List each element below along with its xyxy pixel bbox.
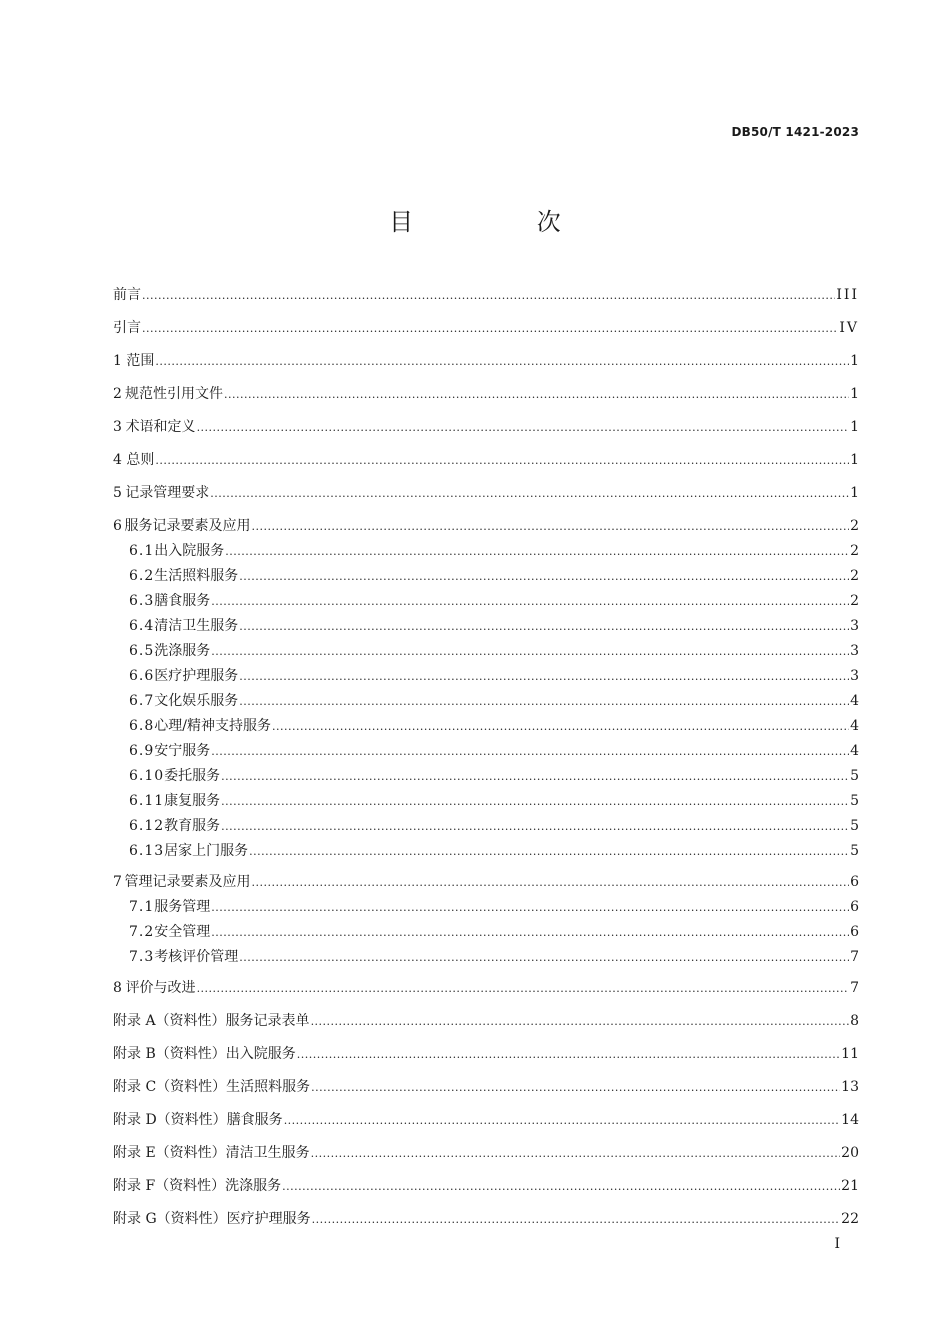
toc-entry[interactable] (113, 791, 859, 812)
toc-entry[interactable] (113, 1176, 859, 1197)
toc-entry[interactable] (113, 516, 859, 537)
toc-dot-leader (252, 872, 850, 893)
toc-dot-leader (221, 791, 849, 812)
toc-entry[interactable] (113, 318, 859, 339)
toc-entry[interactable] (113, 1044, 859, 1065)
toc-entry-number: 6.3 (129, 593, 155, 609)
toc-entry-number: 6.6 (129, 668, 155, 684)
toc-entry-label: 清洁卫生服务 (154, 618, 239, 634)
toc-dot-leader (211, 741, 849, 762)
toc-dot-leader (284, 1110, 840, 1131)
toc-entry-label: 生活照料服务 (154, 568, 239, 584)
toc-entry[interactable] (113, 591, 859, 612)
toc-entry-number: 6.9 (129, 743, 155, 759)
toc-entry-page: 5 (850, 768, 859, 784)
toc-entry-page: 1 (850, 419, 859, 435)
toc-entry-label: 总则 (126, 452, 155, 468)
toc-entry[interactable] (113, 922, 859, 943)
toc-dot-leader (297, 1044, 840, 1065)
toc-entry-page: 8 (850, 1013, 859, 1029)
toc-entry-label: 管理记录要素及应用 (124, 874, 251, 890)
toc-entry-number: 附录 C（资料性） (113, 1079, 227, 1095)
toc-entry-page: 14 (841, 1112, 859, 1128)
toc-entry-label: 前言 (113, 287, 141, 303)
toc-entry[interactable] (113, 741, 859, 762)
toc-dot-leader (312, 1209, 841, 1230)
toc-entry-label: 评价与改进 (125, 980, 196, 996)
toc-entry[interactable] (113, 285, 859, 306)
toc-entry-number: 7.3 (129, 949, 155, 965)
toc-entry[interactable] (113, 483, 859, 504)
toc-dot-leader (155, 351, 849, 372)
toc-entry-page: 4 (850, 743, 859, 759)
toc-entry-number: 附录 B（资料性） (113, 1046, 226, 1062)
toc-entry-page: 7 (850, 980, 859, 996)
toc-entry-page: 4 (850, 718, 859, 734)
toc-entry[interactable] (113, 666, 859, 687)
toc-entry-label: 安全管理 (154, 924, 211, 940)
toc-entry-page: 6 (850, 924, 859, 940)
toc-entry-label: 服务记录表单 (225, 1013, 310, 1029)
toc-entry[interactable] (113, 566, 859, 587)
toc-dot-leader (211, 641, 849, 662)
toc-dot-leader (239, 566, 849, 587)
toc-entry[interactable] (113, 1110, 859, 1131)
toc-entry-label: 生活照料服务 (226, 1079, 311, 1095)
toc-entry-label: 引言 (113, 320, 141, 336)
toc-entry-page: 2 (850, 593, 859, 609)
toc-entry-number: 6.11 (129, 793, 165, 809)
toc-entry-page: 3 (850, 668, 859, 684)
toc-entry[interactable] (113, 978, 859, 999)
toc-entry-page: 22 (841, 1211, 859, 1227)
toc-entry-label: 考核评价管理 (154, 949, 239, 965)
toc-entry-number: 5 (113, 485, 122, 501)
toc-entry-label: 术语和定义 (125, 419, 196, 435)
toc-entry[interactable] (113, 1209, 859, 1230)
toc-entry[interactable] (113, 351, 859, 372)
toc-entry-page: 1 (850, 386, 859, 402)
toc-dot-leader (210, 483, 849, 504)
toc-entry[interactable] (113, 450, 859, 471)
toc-entry-label: 教育服务 (164, 818, 221, 834)
toc-entry-number: 6.5 (129, 643, 155, 659)
toc-entry-page: 2 (850, 568, 859, 584)
toc-dot-leader (239, 616, 849, 637)
toc-entry-number: 4 (113, 452, 122, 468)
toc-entry-number: 1 (113, 353, 122, 369)
toc-dot-leader (142, 285, 835, 306)
toc-entry[interactable] (113, 1077, 859, 1098)
toc-entry-label: 康复服务 (164, 793, 221, 809)
toc-entry-page: 2 (850, 518, 859, 534)
toc-entry-page: 5 (850, 793, 859, 809)
toc-entry-number: 3 (113, 419, 122, 435)
toc-entry[interactable] (113, 417, 859, 438)
toc-dot-leader (211, 897, 849, 918)
toc-entry-label: 服务记录要素及应用 (124, 518, 251, 534)
toc-entry-page: 1 (850, 485, 859, 501)
toc-entry-page: 21 (841, 1178, 859, 1194)
toc-entry-page: IV (839, 320, 859, 336)
toc-entry[interactable] (113, 897, 859, 918)
toc-entry-label: 记录管理要求 (125, 485, 210, 501)
toc-dot-leader (224, 384, 849, 405)
toc-entry-label: 洗涤服务 (154, 643, 211, 659)
toc-entry[interactable] (113, 384, 859, 405)
toc-dot-leader (197, 978, 850, 999)
toc-entry-label: 医疗护理服务 (154, 668, 239, 684)
toc-entry-number: 6.4 (129, 618, 155, 634)
document-code: DB50/T 1421-2023 (731, 125, 859, 139)
toc-dot-leader (221, 766, 849, 787)
toc-entry-number: 6.7 (129, 693, 155, 709)
toc-dot-leader (311, 1143, 841, 1164)
toc-entry-label: 膳食服务 (226, 1112, 283, 1128)
toc-dot-leader (272, 716, 849, 737)
toc-entry-page: 5 (850, 843, 859, 859)
toc-entry-page: 1 (850, 452, 859, 468)
page-number: I (834, 1236, 840, 1252)
toc-entry-page: 11 (841, 1046, 859, 1062)
toc-entry-label: 范围 (126, 353, 155, 369)
toc-entry-page: 5 (850, 818, 859, 834)
toc-dot-leader (249, 841, 849, 862)
toc-entry-number: 6.8 (129, 718, 155, 734)
toc-dot-leader (221, 816, 849, 837)
toc-entry-number: 6.2 (129, 568, 155, 584)
toc-entry[interactable] (113, 691, 859, 712)
toc-dot-leader (211, 922, 849, 943)
toc-entry-label: 委托服务 (164, 768, 221, 784)
toc-dot-leader (142, 318, 838, 339)
page-title: 目 次 (389, 208, 619, 236)
toc-entry-label: 医疗护理服务 (226, 1211, 311, 1227)
toc-entry-label: 规范性引用文件 (125, 386, 224, 402)
toc-entry-label: 出入院服务 (225, 1046, 296, 1062)
toc-entry[interactable] (113, 616, 859, 637)
toc-entry-page: 20 (841, 1145, 859, 1161)
toc-entry-page: III (836, 287, 859, 303)
toc-entry-page: 13 (841, 1079, 859, 1095)
toc-entry-label: 洗涤服务 (225, 1178, 282, 1194)
toc-entry-number: 附录 A（资料性） (113, 1013, 226, 1029)
toc-entry-number: 附录 G（资料性） (113, 1211, 227, 1227)
toc-entry-number: 6 (113, 518, 122, 534)
toc-dot-leader (225, 541, 849, 562)
toc-entry-label: 心理/精神支持服务 (154, 718, 271, 734)
toc-entry-label: 文化娱乐服务 (154, 693, 239, 709)
toc-dot-leader (311, 1077, 840, 1098)
toc-dot-leader (311, 1011, 850, 1032)
toc-entry-number: 7.1 (129, 899, 155, 915)
toc-entry-label: 服务管理 (154, 899, 211, 915)
toc-entry-number: 2 (113, 386, 122, 402)
toc-entry[interactable] (113, 1011, 859, 1032)
toc-entry-page: 7 (850, 949, 859, 965)
toc-entry-number: 附录 D（资料性） (113, 1112, 227, 1128)
toc-entry-number: 附录 F（资料性） (113, 1178, 226, 1194)
toc-dot-leader (252, 516, 850, 537)
toc-entry-number: 7.2 (129, 924, 155, 940)
toc-entry-number: 6.10 (129, 768, 165, 784)
toc-entry-number: 6.1 (129, 543, 155, 559)
toc-entry[interactable] (113, 641, 859, 662)
toc-entry-number: 附录 E（资料性） (113, 1145, 226, 1161)
toc-entry-page: 1 (850, 353, 859, 369)
toc-entry[interactable] (113, 716, 859, 737)
toc-entry-number: 7 (113, 874, 122, 890)
toc-entry[interactable] (113, 766, 859, 787)
toc-entry-page: 2 (850, 543, 859, 559)
toc-dot-leader (239, 947, 849, 968)
toc-entry[interactable] (113, 872, 859, 893)
toc-entry-label: 清洁卫生服务 (225, 1145, 310, 1161)
toc-entry[interactable] (113, 541, 859, 562)
toc-entry-page: 6 (850, 874, 859, 890)
toc-dot-leader (155, 450, 849, 471)
toc-entry-page: 3 (850, 643, 859, 659)
toc-entry-number: 8 (113, 980, 122, 996)
toc-entry-page: 3 (850, 618, 859, 634)
toc-entry-label: 居家上门服务 (164, 843, 249, 859)
table-of-contents (113, 285, 859, 1230)
toc-entry-number: 6.12 (129, 818, 165, 834)
toc-entry[interactable] (113, 841, 859, 862)
toc-dot-leader (239, 666, 849, 687)
toc-dot-leader (239, 691, 849, 712)
toc-entry[interactable] (113, 947, 859, 968)
toc-entry-label: 膳食服务 (154, 593, 211, 609)
toc-entry[interactable] (113, 1143, 859, 1164)
toc-dot-leader (282, 1176, 840, 1197)
toc-entry-number: 6.13 (129, 843, 165, 859)
toc-entry[interactable] (113, 816, 859, 837)
toc-dot-leader (197, 417, 850, 438)
toc-entry-label: 安宁服务 (154, 743, 211, 759)
toc-dot-leader (211, 591, 849, 612)
toc-entry-label: 出入院服务 (154, 543, 225, 559)
toc-entry-page: 6 (850, 899, 859, 915)
toc-entry-page: 4 (850, 693, 859, 709)
